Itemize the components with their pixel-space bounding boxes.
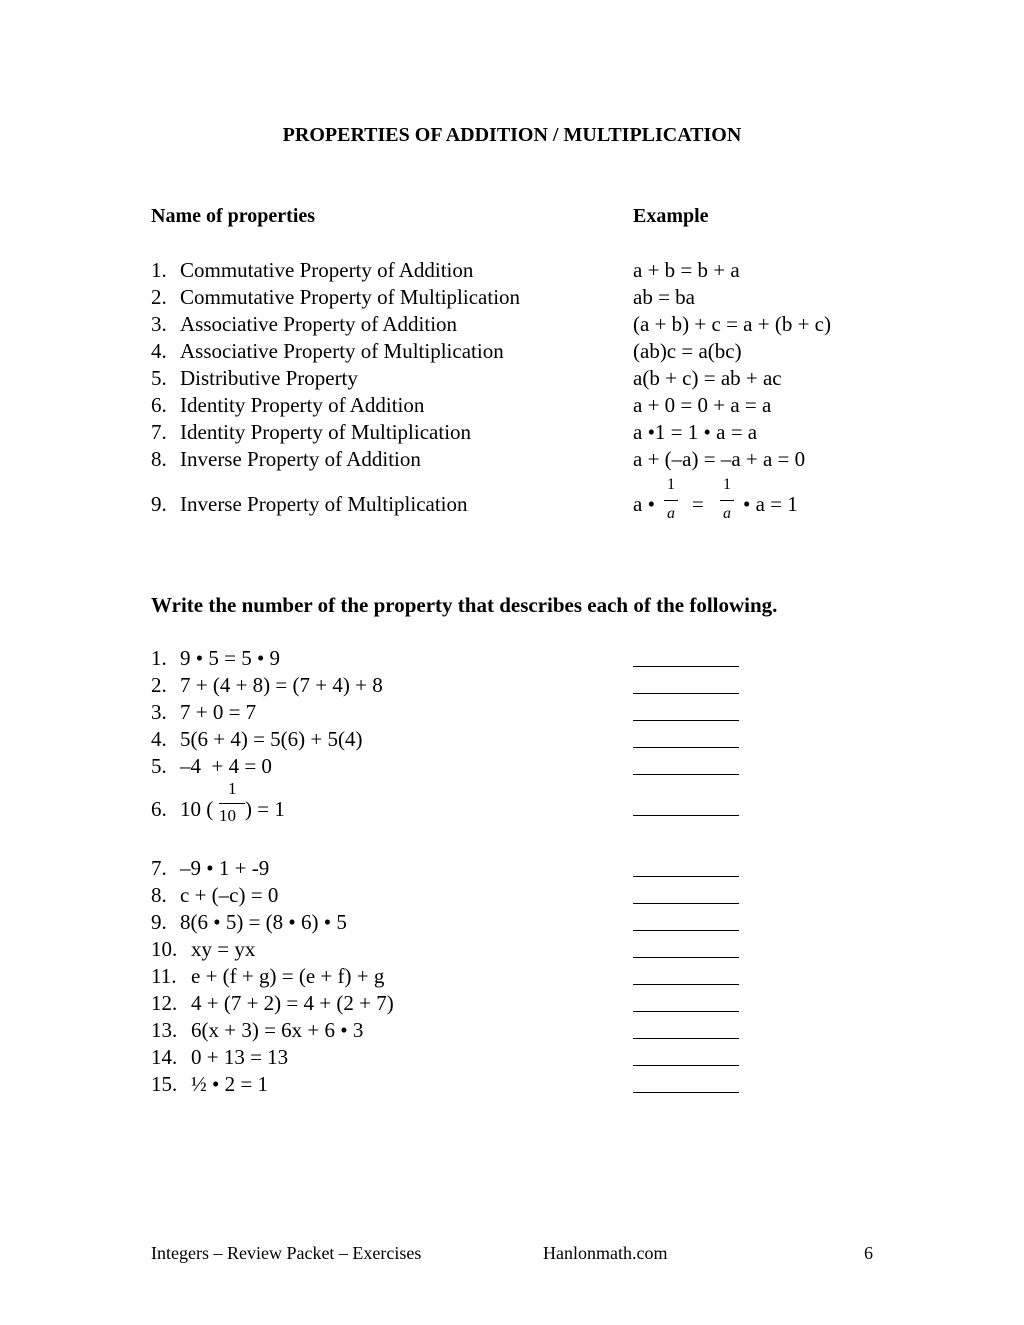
exercise-number: 7. [151, 856, 167, 880]
answer-blank[interactable] [633, 876, 739, 877]
fraction-bar [219, 803, 245, 804]
fraction-numerator: 1 [723, 476, 731, 493]
exercise-number: 10. [151, 937, 178, 961]
exercise-number: 4. [151, 727, 167, 751]
exercise-expression-tail: ) = 1 [245, 797, 285, 821]
property-row [151, 392, 911, 419]
exercise-expression: xy = yx [191, 937, 256, 961]
property-list [151, 257, 911, 538]
answer-blank[interactable] [633, 1038, 739, 1039]
exercise-row [151, 699, 751, 726]
property-row [151, 338, 911, 365]
property-row [151, 478, 911, 538]
property-number: 8. [151, 447, 167, 471]
exercise-row [151, 780, 751, 844]
property-number: 6. [151, 393, 167, 417]
exercise-row [151, 645, 751, 672]
answer-blank[interactable] [633, 930, 739, 931]
page-number: 6 [864, 1243, 873, 1263]
instructions: Write the number of the property that describes each of the following. [151, 593, 778, 617]
exercise-row [151, 1017, 751, 1044]
property-example-fraction [633, 478, 913, 538]
exercise-expression: 8(6 • 5) = (8 • 6) • 5 [180, 910, 347, 934]
column-header-name: Name of properties [151, 205, 316, 227]
property-row [151, 284, 911, 311]
exercise-expression: –9 • 1 + -9 [180, 856, 270, 880]
answer-blank[interactable] [633, 1092, 739, 1093]
exercise-row [151, 909, 751, 936]
property-name: Associative Property of Multiplication [180, 339, 504, 363]
exercise-expression: c + (–c) = 0 [180, 883, 279, 907]
property-example: ab = ba [633, 285, 695, 309]
fraction-denominator: a [723, 505, 731, 522]
property-number: 3. [151, 312, 167, 336]
property-example: a + b = b + a [633, 258, 740, 282]
property-example: a(b + c) = ab + ac [633, 366, 782, 390]
property-name: Commutative Property of Addition [180, 258, 474, 282]
footer-title: Integers – Review Packet – Exercises [151, 1243, 422, 1263]
exercise-number: 1. [151, 646, 167, 670]
exercise-row [151, 855, 751, 882]
answer-blank[interactable] [633, 903, 739, 904]
answer-blank[interactable] [633, 747, 739, 748]
exercise-row [151, 936, 751, 963]
property-number: 9. [151, 492, 167, 516]
property-number: 2. [151, 285, 167, 309]
exercise-expression: 7 + 0 = 7 [180, 700, 257, 724]
exercise-expression: 9 • 5 = 5 • 9 [180, 646, 281, 670]
example-tail: • a = 1 [743, 492, 798, 516]
fraction-numerator: 1 [667, 476, 675, 493]
property-name: Identity Property of Addition [180, 393, 425, 417]
exercise-number: 8. [151, 883, 167, 907]
answer-blank[interactable] [633, 666, 739, 667]
answer-blank[interactable] [633, 774, 739, 775]
exercise-expression: ½ • 2 = 1 [191, 1072, 268, 1096]
exercise-expression: 0 + 13 = 13 [191, 1045, 289, 1069]
property-row [151, 419, 911, 446]
exercise-row [151, 726, 751, 753]
exercise-number: 15. [151, 1072, 178, 1096]
exercise-number: 2. [151, 673, 167, 697]
answer-blank[interactable] [633, 720, 739, 721]
exercise-expression: –4 + 4 = 0 [180, 754, 272, 778]
answer-blank[interactable] [633, 815, 739, 816]
fraction-bar [664, 500, 678, 501]
fraction-denominator: a [667, 505, 675, 522]
page-title: PROPERTIES OF ADDITION / MULTIPLICATION [282, 124, 742, 146]
exercise-expression: 4 + (7 + 2) = 4 + (2 + 7) [191, 991, 394, 1015]
answer-blank[interactable] [633, 984, 739, 985]
example-lead: a • [633, 492, 655, 516]
exercise-expression: 6(x + 3) = 6x + 6 • 3 [191, 1018, 364, 1042]
exercise-row [151, 963, 751, 990]
answer-blank[interactable] [633, 1011, 739, 1012]
property-row [151, 311, 911, 338]
answer-blank[interactable] [633, 693, 739, 694]
property-example: a + 0 = 0 + a = a [633, 393, 772, 417]
exercise-number: 11. [151, 964, 177, 988]
property-number: 4. [151, 339, 167, 363]
property-number: 7. [151, 420, 167, 444]
exercise-expression: 5(6 + 4) = 5(6) + 5(4) [180, 727, 363, 751]
property-name: Commutative Property of Multiplication [180, 285, 521, 309]
exercise-expression: e + (f + g) = (e + f) + g [191, 964, 385, 988]
property-name: Distributive Property [180, 366, 358, 390]
exercise-number: 9. [151, 910, 167, 934]
exercise-row [151, 1044, 751, 1071]
property-row [151, 365, 911, 392]
fraction-denominator: 10 [219, 806, 236, 825]
exercise-number: 14. [151, 1045, 178, 1069]
exercise-expression: 7 + (4 + 8) = (7 + 4) + 8 [180, 673, 383, 697]
property-name: Inverse Property of Addition [180, 447, 421, 471]
property-name: Associative Property of Addition [180, 312, 458, 336]
answer-blank[interactable] [633, 1065, 739, 1066]
exercise-list [151, 645, 751, 1098]
property-row [151, 257, 911, 284]
property-example: (a + b) + c = a + (b + c) [633, 312, 831, 336]
property-example: a + (–a) = –a + a = 0 [633, 447, 806, 471]
exercise-number: 12. [151, 991, 178, 1015]
fraction-numerator: 1 [228, 779, 237, 798]
property-example: a •1 = 1 • a = a [633, 420, 758, 444]
property-row [151, 446, 911, 473]
example-equals: = [692, 492, 704, 516]
property-example: (ab)c = a(bc) [633, 339, 742, 363]
exercise-row [151, 672, 751, 699]
footer-site: Hanlonmath.com [543, 1243, 668, 1263]
exercise-number: 6. [151, 797, 167, 821]
exercise-number: 13. [151, 1018, 178, 1042]
fraction-bar [720, 500, 734, 501]
column-header-example: Example [633, 205, 709, 227]
property-number: 5. [151, 366, 167, 390]
exercise-expression-lead: 10 ( [180, 797, 214, 821]
exercise-number: 5. [151, 754, 167, 778]
exercise-row [151, 1071, 751, 1098]
exercise-row [151, 753, 751, 780]
exercise-row [151, 882, 751, 909]
exercise-number: 3. [151, 700, 167, 724]
exercise-row [151, 990, 751, 1017]
answer-blank[interactable] [633, 957, 739, 958]
property-name: Identity Property of Multiplication [180, 420, 472, 444]
property-number: 1. [151, 258, 167, 282]
property-name: Inverse Property of Multiplication [180, 492, 468, 516]
